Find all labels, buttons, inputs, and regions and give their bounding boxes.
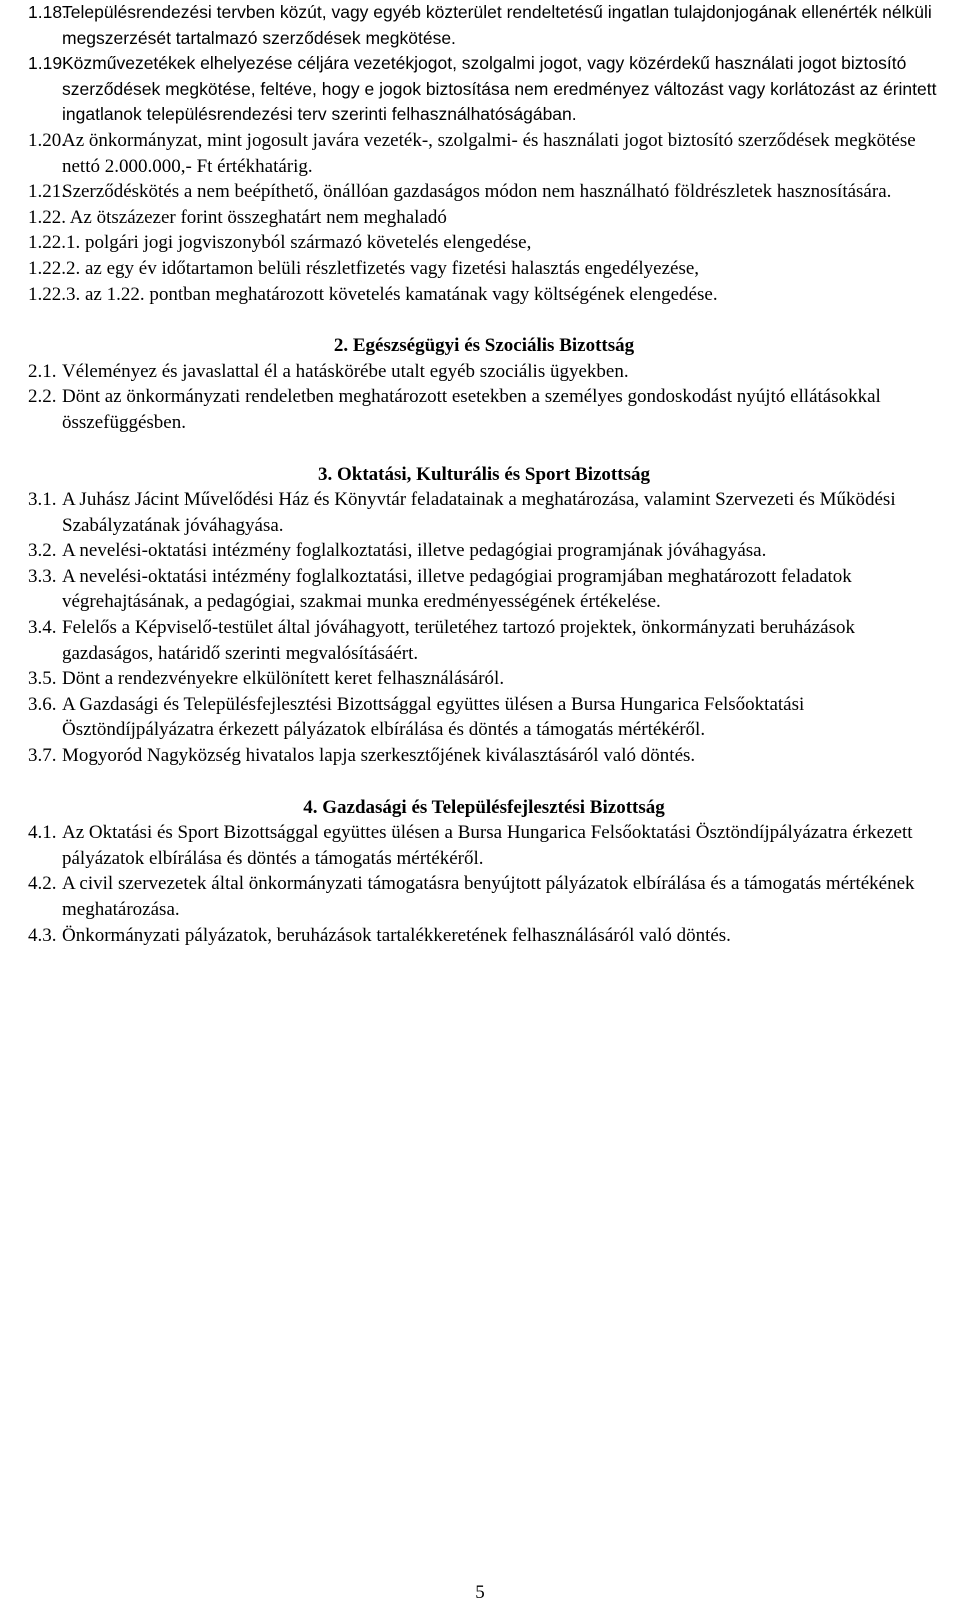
item-1-22 [28, 205, 940, 231]
item-number: 1.22.3. [28, 283, 81, 305]
item-text: Az önkormányzat, mint jogosult javára vezeték-, szolgalmi- és használati jogot biztosító szerződések megkötése nettó 2.000.000,- Ft értékhatárig. [62, 129, 916, 177]
item-text: Szerződéskötés a nem beépíthető, önállóan gazdaságos módon nem használható földrészletek hasznosítására. [62, 181, 892, 203]
section-heading-4: 4. Gazdasági és Településfejlesztési Bizottság [303, 796, 665, 818]
item-3-4 [28, 615, 940, 666]
item-3-7 [28, 743, 940, 769]
item-text: Önkormányzati pályázatok, beruházások tartalékkeretének felhasználásáról való döntés. [62, 924, 731, 946]
item-text: Az Oktatási és Sport Bizottsággal együttes ülésen a Bursa Hungarica Felsőoktatási Ösztöndíjpályázatra érkezett pályázatok elbírálása és döntés a támogatás mértékéről. [62, 822, 913, 869]
item-4-1 [28, 820, 940, 871]
document-body [28, 0, 940, 948]
item-number: 1.19. [28, 53, 67, 74]
item-number: 1.18. [28, 2, 67, 22]
item-1-22-2 [28, 256, 940, 282]
item-text: A Juhász Jácint Művelődési Ház és Könyvtár feladatainak a meghatározása, valamint Szervezeti és Működési Szabályzatának jóváhagyása. [62, 489, 896, 536]
item-number: 1.21. [28, 181, 66, 203]
item-1-21 [28, 179, 940, 205]
item-number: 4.3. [28, 924, 57, 946]
item-number: 3.1. [28, 489, 57, 511]
item-text: Mogyoród Nagyközség hivatalos lapja szerkesztőjének kiválasztásáról való döntés. [62, 745, 696, 767]
item-number: 2.1. [28, 360, 57, 382]
item-number: 2.2. [28, 386, 57, 408]
item-2-2 [28, 384, 940, 435]
item-1-19 [28, 51, 940, 128]
item-number: 3.4. [28, 617, 57, 639]
item-text: A nevelési-oktatási intézmény foglalkoztatási, illetve pedagógiai programjának jóváhagyása. [62, 540, 767, 562]
item-4-2 [28, 871, 940, 922]
item-number: 3.7. [28, 745, 57, 767]
item-number: 1.20. [28, 129, 66, 151]
item-text: Dönt a rendezvényekre elkülönített keret felhasználásáról. [62, 668, 505, 690]
item-number: 1.22.2. [28, 257, 81, 279]
item-number: 3.2. [28, 540, 57, 562]
item-number: 3.3. [28, 565, 57, 587]
item-text: Településrendezési tervben közút, vagy egyéb közterület rendeltetésű ingatlan tulajdonjogának ellenérték nélküli megszerzését tartalmazó szerződések megkötése. [62, 2, 932, 48]
item-text: Az ötszázezer forint összeghatárt nem meghaladó [69, 206, 447, 228]
section-heading-2: 2. Egészségügyi és Szociális Bizottság [333, 335, 635, 357]
item-text: Véleményez és javaslattal él a hatáskörébe utalt egyéb szociális ügyekben. [62, 360, 629, 382]
item-text: polgári jogi jogviszonyból származó követelés elengedése, [85, 232, 532, 254]
item-text: Felelős a Képviselő-testület által jóváhagyott, területéhez tartozó projektek, önkormányzati beruházások gazdaságos, határidő szerinti megvalósításáért. [62, 617, 855, 664]
item-3-3 [28, 564, 940, 615]
item-text: az 1.22. pontban meghatározott követelés kamatának vagy költségének elengedése. [85, 283, 718, 305]
page-number: 5 [475, 1582, 485, 1603]
item-text: Közművezetékek elhelyezése céljára vezetékjogot, szolgalmi jogot, vagy közérdekű használati jogot biztosító szerződések megkötése, feltéve, hogy e jogok biztosítása nem eredményez változást vagy korlátozást az érintett ingatlanok településrendezési terv szerinti felhasználhatóságában. [62, 53, 937, 125]
item-number: 1.22. [28, 206, 66, 228]
item-text: az egy év időtartamon belüli részletfizetés vagy fizetési halasztás engedélyezése, [85, 257, 700, 279]
item-text: A Gazdasági és Településfejlesztési Bizottsággal együttes ülésen a Bursa Hungarica Felsőoktatási Ösztöndíjpályázatra érkezett pályázatok elbírálása és döntés a támogatás mértékéről. [62, 693, 805, 741]
item-number: 3.6. [28, 693, 57, 715]
item-number: 4.1. [28, 822, 57, 844]
item-number: 3.5. [28, 668, 57, 690]
item-1-20 [28, 128, 940, 179]
item-number: 4.2. [28, 873, 57, 895]
item-1-22-1 [28, 230, 940, 256]
item-text: Dönt az önkormányzati rendeletben meghatározott esetekben a személyes gondoskodást nyújtó ellátásokkal összefüggésben. [62, 386, 881, 433]
item-2-1 [28, 359, 940, 385]
item-1-22-3 [28, 282, 940, 308]
item-3-2 [28, 538, 940, 564]
item-text: A nevelési-oktatási intézmény foglalkoztatási, illetve pedagógiai programjában meghatározott feladatok végrehajtásának, a pedagógiai, szakmai munka eredményességének értékelése. [62, 565, 852, 613]
item-number: 1.22.1. [28, 232, 81, 254]
item-3-1 [28, 487, 940, 538]
item-4-3 [28, 923, 940, 949]
item-3-5 [28, 666, 940, 692]
item-text: A civil szervezetek által önkormányzati támogatásra benyújtott pályázatok elbírálása és a támogatás mértékének meghatározása. [62, 873, 915, 920]
item-3-6 [28, 692, 940, 743]
item-1-18 [28, 0, 940, 51]
section-heading-3: 3. Oktatási, Kulturális és Sport Bizottság [318, 463, 650, 485]
